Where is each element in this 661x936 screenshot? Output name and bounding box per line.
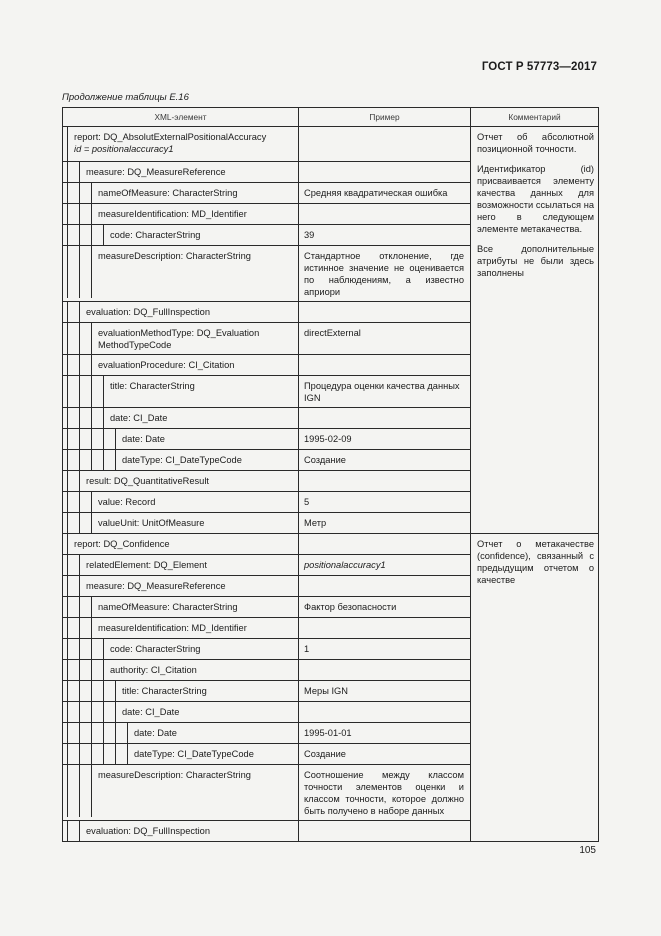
xml-element-name: title: CharacterString: [110, 381, 195, 391]
example-cell: [299, 162, 471, 183]
xml-element-name: title: CharacterString: [122, 686, 207, 696]
nesting-bar: [67, 576, 68, 596]
nesting-bar: [91, 765, 92, 817]
nesting-bar: [79, 408, 80, 428]
nesting-bar: [91, 660, 92, 680]
table-row: [63, 127, 599, 162]
xml-element-cell: [63, 660, 299, 681]
nesting-bar: [103, 723, 104, 743]
nesting-bar: [91, 597, 92, 617]
xml-element-name: result: DQ_QuantitativeResult: [86, 476, 209, 486]
nesting-bar: [67, 702, 68, 722]
xml-element-name: nameOfMeasure: CharacterString: [98, 188, 238, 198]
nesting-bar: [67, 639, 68, 659]
xml-element-cell: [63, 723, 299, 744]
xml-element-name: date: Date: [134, 728, 177, 738]
nesting-bar: [79, 821, 80, 841]
nesting-bar: [67, 618, 68, 638]
nesting-bar: [79, 492, 80, 512]
example-value: directExternal: [304, 328, 361, 338]
xml-element-name: date: CI_Date: [122, 707, 180, 717]
xml-element-name: code: CharacterString: [110, 644, 201, 654]
nesting-bar: [79, 576, 80, 596]
xml-element-cell: [63, 639, 299, 660]
nesting-bar: [91, 408, 92, 428]
xml-element-cell: [63, 681, 299, 702]
nesting-bar: [67, 162, 68, 182]
comment-paragraph: Отчет об абсолютной позиционной точности.: [477, 132, 594, 154]
comment-cell: [471, 127, 599, 534]
nesting-bar: [67, 744, 68, 764]
nesting-bar: [67, 471, 68, 491]
nesting-bar: [127, 723, 128, 743]
nesting-bar: [67, 534, 68, 554]
xml-element-cell: [63, 355, 299, 376]
nesting-bar: [91, 204, 92, 224]
nesting-bar: [67, 681, 68, 701]
nesting-bar: [103, 639, 104, 659]
nesting-bar: [79, 376, 80, 407]
table-caption: Продолжение таблицы Е.16: [62, 92, 189, 103]
xml-element-name: authority: CI_Citation: [110, 665, 197, 675]
example-cell: [299, 639, 471, 660]
xml-element-name: code: CharacterString: [110, 230, 201, 240]
xml-element-cell: [63, 225, 299, 246]
nesting-bar: [79, 225, 80, 245]
nesting-bar: [67, 355, 68, 375]
example-cell: [299, 492, 471, 513]
xml-element-name: measureIdentification: MD_Identifier: [98, 623, 247, 633]
comment-paragraph: Отчет о метакачестве (confidence), связанный с предыдущим отчетом о качестве: [477, 539, 594, 585]
xml-element-name: dateType: CI_DateTypeCode: [134, 749, 254, 759]
example-value: Фактор безопасности: [304, 602, 397, 612]
nesting-bar: [67, 429, 68, 449]
nesting-bar: [67, 513, 68, 533]
comment-paragraph: Все дополнительные атрибуты не были здесь заполнены: [477, 244, 594, 278]
example-value: Меры IGN: [304, 686, 348, 696]
xml-element-name: evaluationProcedure: CI_Citation: [98, 360, 235, 370]
nesting-bar: [79, 555, 80, 575]
example-cell: [299, 765, 471, 821]
xml-element-cell: [63, 323, 299, 355]
nesting-bar: [79, 723, 80, 743]
nesting-bar: [127, 744, 128, 764]
example-cell: [299, 723, 471, 744]
nesting-bar: [91, 639, 92, 659]
nesting-bar: [79, 323, 80, 354]
xml-element-cell: [63, 302, 299, 323]
xml-element-name: measureDescription: CharacterString: [98, 770, 251, 780]
nesting-bar: [79, 597, 80, 617]
example-cell: [299, 576, 471, 597]
example-cell: [299, 534, 471, 555]
nesting-bar: [103, 660, 104, 680]
example-cell: [299, 660, 471, 681]
nesting-bar: [115, 429, 116, 449]
example-cell: [299, 355, 471, 376]
example-value: Процедура оценки качества данных IGN: [304, 381, 460, 403]
example-cell: [299, 597, 471, 618]
example-value: 1995-01-01: [304, 728, 352, 738]
example-value: [299, 204, 470, 211]
example-cell: [299, 429, 471, 450]
nesting-bar: [67, 450, 68, 470]
xml-element-cell: [63, 765, 299, 821]
xml-element-cell: [63, 597, 299, 618]
xml-element-cell: [63, 408, 299, 429]
xml-element-name: measure: DQ_MeasureReference: [86, 167, 226, 177]
nesting-bar: [103, 744, 104, 764]
example-cell: [299, 513, 471, 534]
metadata-table: [62, 107, 599, 842]
nesting-bar: [91, 429, 92, 449]
xml-element-cell: [63, 618, 299, 639]
example-value: Средняя квадратическая ошибка: [304, 188, 448, 198]
nesting-bar: [91, 513, 92, 533]
example-value: [299, 302, 470, 309]
table-body: [63, 127, 599, 842]
nesting-bar: [79, 246, 80, 298]
xml-element-cell: [63, 513, 299, 534]
nesting-bar: [67, 127, 68, 161]
nesting-bar: [67, 723, 68, 743]
nesting-bar: [79, 162, 80, 182]
example-cell: [299, 744, 471, 765]
nesting-bar: [79, 429, 80, 449]
xml-element-name: relatedElement: DQ_Element: [86, 560, 207, 570]
nesting-bar: [79, 681, 80, 701]
xml-element-name: value: Record: [98, 497, 156, 507]
nesting-bar: [115, 681, 116, 701]
nesting-bar: [91, 618, 92, 638]
table-header-row: [63, 108, 599, 127]
example-cell: [299, 618, 471, 639]
nesting-bar: [67, 376, 68, 407]
xml-element-cell: [63, 376, 299, 408]
example-value: [299, 408, 470, 415]
column-header-xml: XML-элемент: [63, 108, 299, 127]
xml-element-cell: [63, 204, 299, 225]
example-cell: [299, 183, 471, 204]
nesting-bar: [103, 225, 104, 245]
xml-element-cell: [63, 576, 299, 597]
example-value: [299, 127, 470, 134]
example-value: [299, 618, 470, 625]
example-cell: [299, 246, 471, 302]
example-value: [299, 355, 470, 362]
nesting-bar: [67, 183, 68, 203]
nesting-bar: [79, 450, 80, 470]
example-cell: [299, 471, 471, 492]
nesting-bar: [67, 302, 68, 322]
example-value: [299, 576, 470, 583]
nesting-bar: [91, 225, 92, 245]
nesting-bar: [91, 450, 92, 470]
xml-element-cell: [63, 450, 299, 471]
nesting-bar: [79, 639, 80, 659]
xml-element-name: nameOfMeasure: CharacterString: [98, 602, 238, 612]
nesting-bar: [103, 408, 104, 428]
nesting-bar: [79, 744, 80, 764]
example-cell: [299, 302, 471, 323]
example-cell: [299, 450, 471, 471]
example-value: [299, 162, 470, 169]
nesting-bar: [91, 355, 92, 375]
nesting-bar: [103, 450, 104, 470]
column-header-comment: Комментарий: [471, 108, 599, 127]
example-value: positionalaccuracy1: [304, 560, 386, 570]
xml-element-cell: [63, 183, 299, 204]
nesting-bar: [115, 744, 116, 764]
example-value: Создание: [304, 749, 346, 759]
nesting-bar: [67, 323, 68, 354]
nesting-bar: [67, 821, 68, 841]
example-value: [299, 471, 470, 478]
xml-element-name: valueUnit: UnitOfMeasure: [98, 518, 205, 528]
xml-element-name: date: Date: [122, 434, 165, 444]
xml-element-attribute: id = positionalaccuracy1: [74, 144, 174, 154]
xml-element-name: measure: DQ_MeasureReference: [86, 581, 226, 591]
nesting-bar: [67, 492, 68, 512]
nesting-bar: [115, 450, 116, 470]
xml-element-name: report: DQ_Confidence: [74, 539, 170, 549]
example-cell: [299, 127, 471, 162]
nesting-bar: [79, 513, 80, 533]
xml-element-name: measureDescription: CharacterString: [98, 251, 251, 261]
nesting-bar: [103, 376, 104, 407]
nesting-bar: [79, 302, 80, 322]
xml-element-cell: [63, 821, 299, 842]
example-value: [299, 660, 470, 667]
nesting-bar: [115, 723, 116, 743]
xml-element-cell: [63, 744, 299, 765]
comment-cell: [471, 534, 599, 842]
nesting-bar: [91, 246, 92, 298]
example-cell: [299, 681, 471, 702]
example-value: Создание: [304, 455, 346, 465]
xml-element-cell: [63, 555, 299, 576]
nesting-bar: [91, 183, 92, 203]
nesting-bar: [67, 597, 68, 617]
example-value: 5: [304, 497, 310, 507]
nesting-bar: [79, 355, 80, 375]
example-value: [299, 702, 470, 709]
nesting-bar: [67, 555, 68, 575]
nesting-bar: [79, 702, 80, 722]
example-value: [299, 821, 470, 828]
xml-element-name: evaluation: DQ_FullInspection: [86, 307, 211, 317]
nesting-bar: [91, 492, 92, 512]
nesting-bar: [91, 376, 92, 407]
example-value: [299, 534, 470, 541]
example-value: Соотношение между классом точности элементов оценки и классом точности, которое должно быть получено в наборе данных: [304, 770, 464, 816]
xml-element-cell: [63, 162, 299, 183]
xml-element-name: dateType: CI_DateTypeCode: [122, 455, 242, 465]
xml-element-name: evaluation: DQ_FullInspection: [86, 826, 211, 836]
example-value: 39: [304, 230, 315, 240]
nesting-bar: [67, 246, 68, 298]
xml-element-name: report: DQ_AbsolutExternalPositionalAccuracy: [74, 132, 267, 142]
nesting-bar: [91, 723, 92, 743]
nesting-bar: [67, 225, 68, 245]
xml-element-name: measureIdentification: MD_Identifier: [98, 209, 247, 219]
nesting-bar: [91, 323, 92, 354]
nesting-bar: [67, 660, 68, 680]
example-cell: [299, 225, 471, 246]
example-cell: [299, 204, 471, 225]
example-cell: [299, 323, 471, 355]
nesting-bar: [91, 744, 92, 764]
xml-element-name: date: CI_Date: [110, 413, 168, 423]
page-number: 105: [579, 845, 596, 856]
xml-element-cell: [63, 534, 299, 555]
xml-element-cell: [63, 492, 299, 513]
example-cell: [299, 555, 471, 576]
nesting-bar: [67, 204, 68, 224]
example-cell: [299, 376, 471, 408]
nesting-bar: [115, 702, 116, 722]
xml-element-name: evaluationMethodType: DQ_Evaluation MethodTypeCode: [98, 328, 260, 350]
nesting-bar: [79, 471, 80, 491]
xml-element-cell: [63, 127, 299, 162]
xml-element-cell: [63, 471, 299, 492]
document-header: ГОСТ Р 57773—2017: [481, 61, 597, 73]
example-value: 1995-02-09: [304, 434, 352, 444]
example-cell: [299, 408, 471, 429]
example-cell: [299, 821, 471, 842]
nesting-bar: [103, 429, 104, 449]
xml-element-cell: [63, 429, 299, 450]
nesting-bar: [79, 618, 80, 638]
nesting-bar: [103, 702, 104, 722]
nesting-bar: [79, 183, 80, 203]
example-value: 1: [304, 644, 310, 654]
nesting-bar: [103, 681, 104, 701]
example-value: Стандартное отклонение, где истинное значение не оценивается по наблюдениям, а известно априори: [304, 251, 464, 297]
xml-element-cell: [63, 246, 299, 302]
nesting-bar: [91, 702, 92, 722]
example-cell: [299, 702, 471, 723]
comment-paragraph: Идентификатор (id) присваивается элементу качества данных для возможности ссылаться на него в следующем элементе метакачества.: [477, 164, 594, 234]
nesting-bar: [79, 204, 80, 224]
nesting-bar: [67, 408, 68, 428]
nesting-bar: [91, 681, 92, 701]
xml-element-cell: [63, 702, 299, 723]
column-header-example: Пример: [299, 108, 471, 127]
nesting-bar: [79, 660, 80, 680]
table-row: [63, 534, 599, 555]
nesting-bar: [79, 765, 80, 817]
example-value: Метр: [304, 518, 327, 528]
nesting-bar: [67, 765, 68, 817]
